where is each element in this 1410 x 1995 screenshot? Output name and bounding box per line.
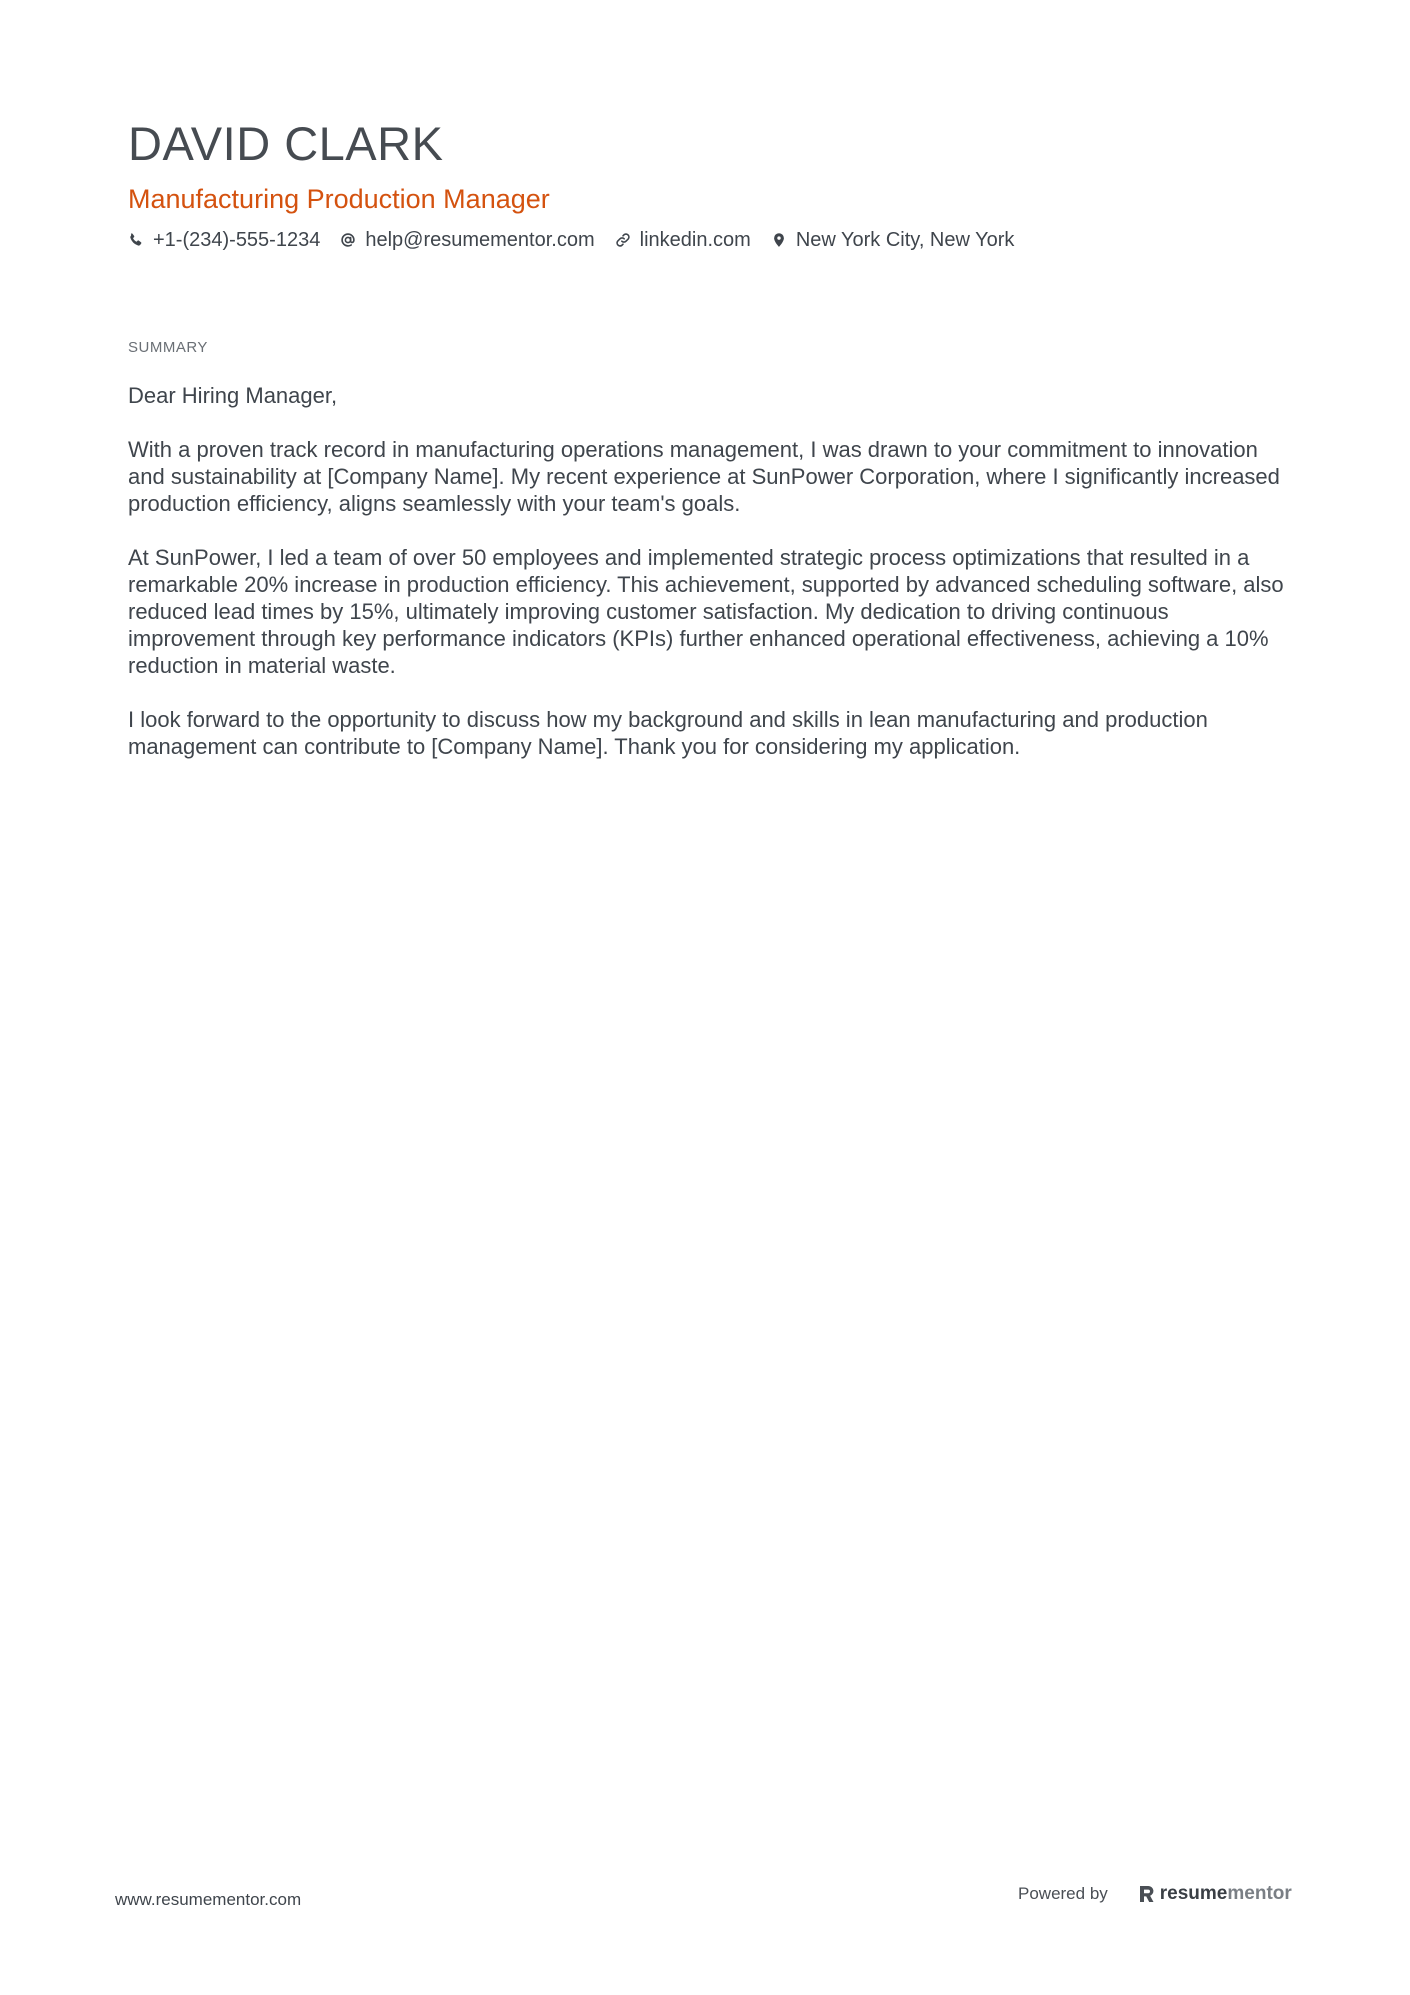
contact-bar <box>128 226 1034 254</box>
contact-email-text: help@resumementor.com <box>365 229 595 251</box>
at-icon <box>340 232 356 248</box>
resumementor-logo-icon <box>1138 1884 1156 1904</box>
phone-icon <box>128 232 144 248</box>
contact-linkedin[interactable] <box>615 226 751 254</box>
link-icon <box>615 232 631 248</box>
contact-phone <box>128 226 320 254</box>
letter-paragraph: At SunPower, I led a team of over 50 employees and implemented strategic process optimizations that resulted in a remarkable 20% increase in production efficiency. This achievement, supported by advanced scheduling software, also reduced lead times by 15%, ultimately improving customer satisfaction. My dedication to driving continuous improvement through key performance indicators (KPIs) further enhanced operational effectiveness, achieving a 10% reduction in material waste. <box>128 545 1284 678</box>
summary-heading: SUMMARY <box>128 339 208 356</box>
letter-paragraph: With a proven track record in manufacturing operations management, I was drawn to your commitment to innovation and sustainability at [Company Name]. My recent experience at SunPower Corporation, where I significantly increased production efficiency, aligns seamlessly with your team's goals. <box>128 437 1280 516</box>
powered-by-label: Powered by <box>1018 1884 1108 1903</box>
job-title: Manufacturing Production Manager <box>128 184 550 214</box>
candidate-name: DAVID CLARK <box>128 117 444 170</box>
location-pin-icon <box>771 232 787 248</box>
contact-location-text: New York City, New York <box>795 229 1015 251</box>
brand-name-part1: resume <box>1159 1883 1228 1904</box>
brand-name-part2: mentor <box>1227 1883 1292 1904</box>
contact-phone-text: +1-(234)-555-1234 <box>153 229 321 251</box>
contact-email[interactable] <box>340 226 594 254</box>
footer-website-link[interactable]: www.resumementor.com <box>115 1890 302 1909</box>
contact-location <box>771 226 1015 254</box>
contact-linkedin-text: linkedin.com <box>639 229 751 251</box>
powered-by <box>1018 1883 1292 1905</box>
brand-logo[interactable] <box>1138 1883 1292 1905</box>
cover-letter-body <box>128 382 1288 787</box>
letter-paragraph: I look forward to the opportunity to discuss how my background and skills in lean manufacturing and production management can contribute to [Company Name]. Thank you for considering my application. <box>128 707 1208 759</box>
salutation: Dear Hiring Manager, <box>128 383 338 408</box>
